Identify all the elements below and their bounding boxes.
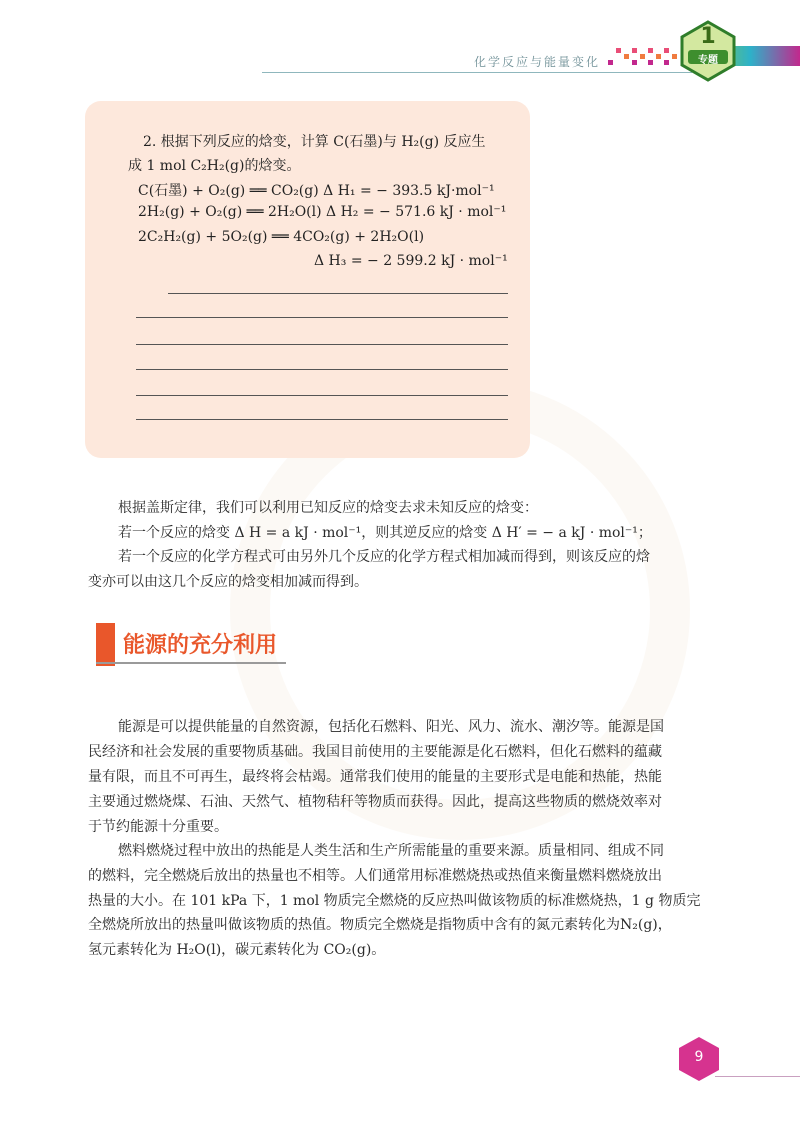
answer-line (136, 344, 508, 345)
paragraph-line: 于节约能源十分重要。 (88, 819, 228, 835)
paragraph-line: 量有限，而且不可再生，最终将会枯竭。通常我们使用的能量的主要形式是电能和热能，热能 (88, 769, 662, 785)
answer-line (168, 293, 508, 294)
section-marker (96, 623, 115, 666)
paragraph-line: 燃料燃烧过程中放出的热能是人类生活和生产所需能量的重要来源。质量相同、组成不同 (118, 843, 664, 859)
exercise-question-line: 成 1 mol C₂H₂(g)的焓变。 (128, 158, 301, 174)
paragraph-line: 氢元素转化为 H₂O(l)，碳元素转化为 CO₂(g)。 (88, 942, 386, 958)
answer-line (136, 395, 508, 396)
page-number: 9 (694, 1049, 704, 1065)
chapter-label: 专题 (698, 55, 718, 66)
answer-line (136, 317, 508, 318)
paragraph-line: 民经济和社会发展的重要物质基础。我国目前使用的主要能源是化石燃料，但化石燃料的蕴藏 (88, 744, 662, 760)
paragraph-line: 全燃烧所放出的热量叫做该物质的热值。物质完全燃烧是指物质中含有的氮元素转化为N₂(g)， (88, 917, 672, 933)
exercise-question-line: 2. 根据下列反应的焓变，计算 C(石墨)与 H₂(g) 反应生 (143, 134, 486, 150)
paragraph-line: 若一个反应的化学方程式可由另外几个反应的化学方程式相加减而得到，则该反应的焓 (118, 549, 650, 565)
chapter-number: 1 (700, 24, 716, 49)
paragraph-line: 的燃料，完全燃烧后放出的热量也不相等。人们通常用标准燃烧热或热值来衡量燃料燃烧放出 (88, 868, 662, 884)
enthalpy-value: Δ H₃ = − 2 599.2 kJ · mol⁻¹ (314, 253, 508, 269)
answer-line (136, 369, 508, 370)
answer-line (136, 419, 508, 420)
thermochemical-equation: 2H₂(g) + O₂(g) ══ 2H₂O(l) Δ H₂ = − 571.6 kJ · mol⁻¹ (138, 204, 507, 220)
section-underline (96, 662, 286, 664)
paragraph-line: 能源是可以提供能量的自然资源，包括化石燃料、阳光、风力、流水、潮汐等。能源是国 (118, 719, 664, 735)
chapter-running-title: 化学反应与能量变化 (474, 55, 601, 69)
paragraph-line: 变亦可以由这几个反应的焓变相加减而得到。 (88, 574, 368, 590)
exercise-box (85, 101, 530, 458)
thermochemical-equation: 2C₂H₂(g) + 5O₂(g) ══ 4CO₂(g) + 2H₂O(l) (138, 229, 425, 245)
paragraph-line: 根据盖斯定律，我们可以利用已知反应的焓变去求未知反应的焓变： (118, 500, 538, 516)
paragraph-line: 若一个反应的焓变 Δ H = a kJ · mol⁻¹，则其逆反应的焓变 Δ H′ = − a kJ · mol⁻¹； (118, 525, 652, 541)
section-title: 能源的充分利用 (123, 633, 278, 658)
thermochemical-equation: C(石墨) + O₂(g) ══ CO₂(g) Δ H₁ = − 393.5 kJ·mol⁻¹ (138, 183, 495, 199)
footer-line (715, 1076, 800, 1077)
paragraph-line: 热量的大小。在 101 kPa 下，1 mol 物质完全燃烧的反应热叫做该物质的标准燃烧热，1 g 物质完 (88, 893, 701, 909)
paragraph-line: 主要通过燃烧煤、石油、天然气、植物秸秆等物质而获得。因此，提高这些物质的燃烧效率对 (88, 794, 662, 810)
